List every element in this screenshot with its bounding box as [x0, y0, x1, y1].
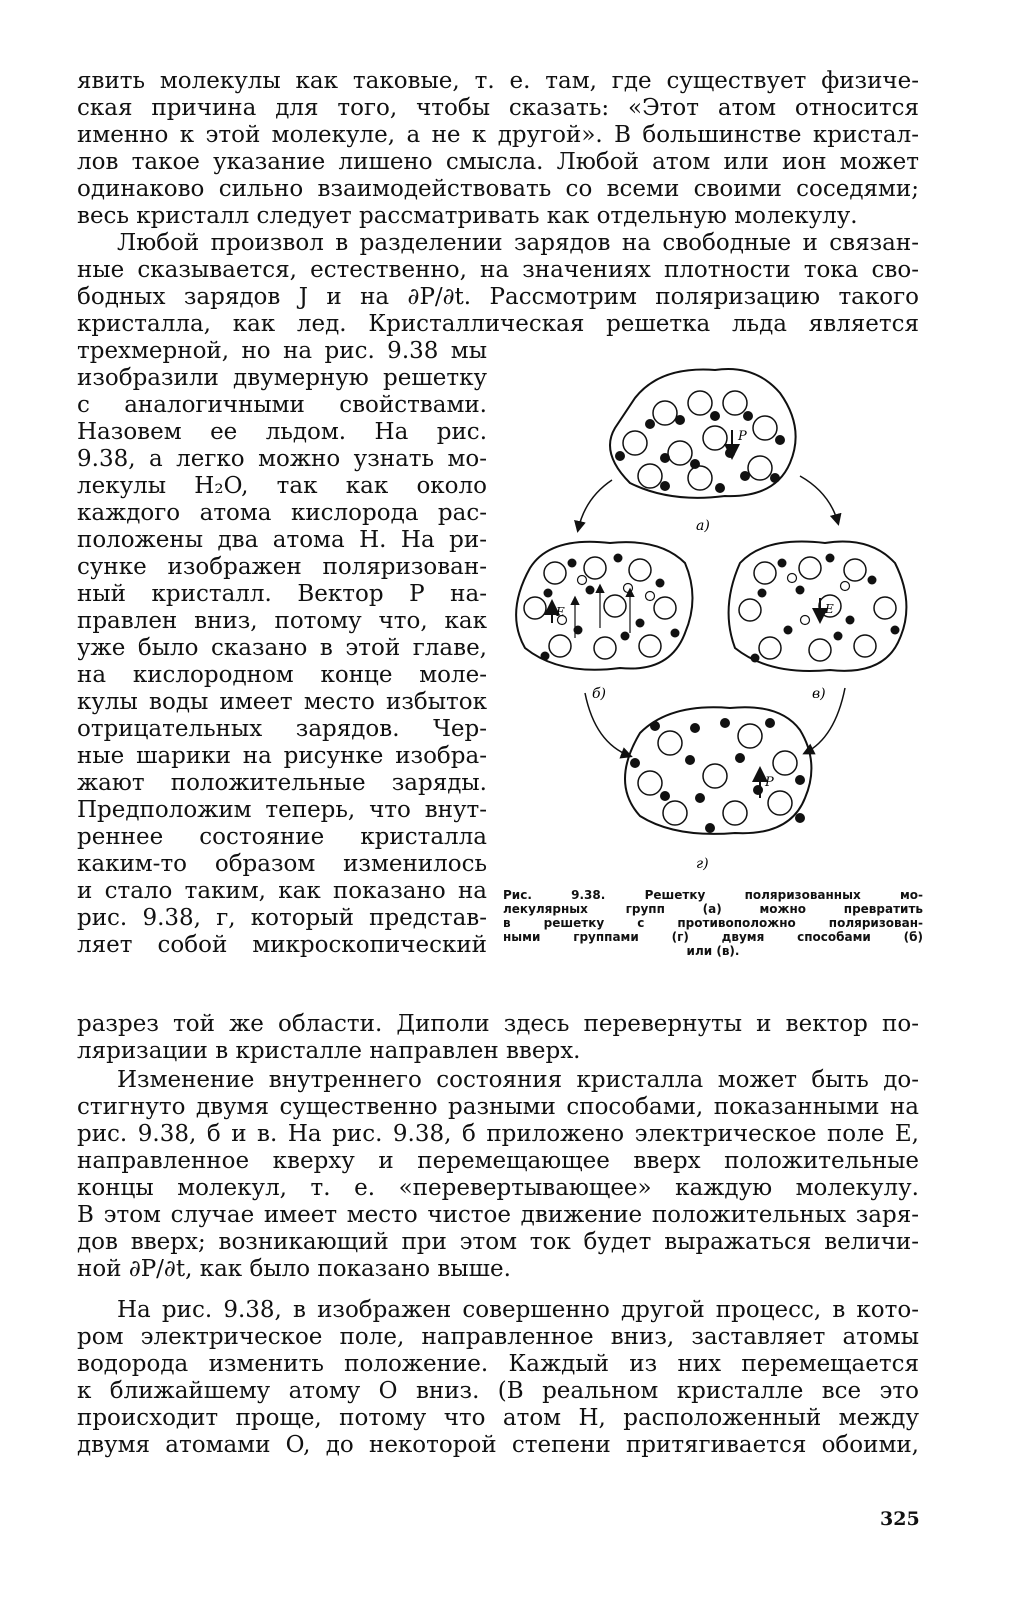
text-line: лов такое указание лишено смысла. Любой атом или ион может — [77, 149, 919, 175]
text-line: дов вверх; возникающий при этом ток будет выражаться величи- — [77, 1229, 919, 1255]
text-line: Изменение внутреннего состояния кристалла может быть до- — [117, 1067, 919, 1093]
caption-line: в решетку с противоположно поляризован- — [503, 916, 923, 930]
text-line: каким-то образом изменилось — [77, 851, 487, 877]
text-line: рис. 9.38, б и в. На рис. 9.38, б приложено электрическое поле E, — [77, 1121, 919, 1147]
text-line: и стало таким, как показано на — [77, 878, 487, 904]
text-line: направленное кверху и перемещающее вверх положительные — [77, 1148, 919, 1174]
panel-a-label: а) — [696, 518, 710, 534]
vector-e-label-c: E — [825, 602, 834, 616]
text-line: бодных зарядов J и на ∂P/∂t. Рассмотрим поляризацию такого — [77, 284, 919, 310]
text-line: происходит проще, потому что атом H, расположенный между — [77, 1405, 919, 1431]
text-line: 9.38, а легко можно узнать мо- — [77, 446, 487, 472]
lattice-diagram — [500, 358, 930, 898]
arrow-b-to-d — [585, 693, 630, 756]
figure-caption — [503, 888, 923, 958]
panel-d — [625, 707, 811, 872]
text-line: одинаково сильно взаимодействовать со всеми своими соседями; — [77, 176, 919, 202]
vector-p-label: P — [738, 429, 747, 444]
text-line: с аналогичными свойствами. — [77, 392, 487, 418]
text-line: ные шарики на рисунке изобра- — [77, 743, 487, 769]
text-line: сунке изображен поляризован- — [77, 554, 487, 580]
text-line: положены два атома H. На ри- — [77, 527, 487, 553]
vector-e-label-b: E — [556, 605, 565, 619]
text-line: к ближайшему атому O вниз. (В реальном кристалле все это — [77, 1378, 919, 1404]
vector-p-label-d: P — [765, 775, 774, 790]
text-line: весь кристалл следует рассматривать как отдельную молекулу. — [77, 203, 858, 229]
caption-line: лекулярных групп (а) можно превратить — [503, 902, 923, 916]
text-line: В этом случае имеет место чистое движение положительных заря- — [77, 1202, 919, 1228]
text-line: разрез той же области. Диполи здесь перевернуты и вектор по- — [77, 1011, 919, 1037]
text-line: жают положительные заряды. — [77, 770, 487, 796]
text-line: трехмерной, но на рис. 9.38 мы — [77, 338, 487, 364]
text-line: ные сказывается, естественно, на значениях плотности тока сво- — [77, 257, 919, 283]
text-line: реннее состояние кристалла — [77, 824, 487, 850]
text-line: ной ∂P/∂t, как было показано выше. — [77, 1256, 511, 1282]
text-line: Назовем ее льдом. На рис. — [77, 419, 487, 445]
arrow-a-to-c — [800, 476, 838, 523]
figure-9-38 — [500, 358, 930, 898]
text-line: двумя атомами O, до некоторой степени притягивается обоими, — [77, 1432, 919, 1458]
text-line: Предположим теперь, что внут- — [77, 797, 487, 823]
text-line: кристалла, как лед. Кристаллическая решетка льда является — [77, 311, 919, 337]
panel-a — [610, 369, 796, 534]
text-line: на кислородном конце моле- — [77, 662, 487, 688]
text-line: рис. 9.38, г, который представ- — [77, 905, 487, 931]
text-line: Любой произвол в разделении зарядов на свободные и связан- — [117, 230, 919, 256]
page-number: 325 — [880, 1508, 920, 1530]
panel-b — [516, 542, 692, 702]
text-line: изобразили двумерную решетку — [77, 365, 487, 391]
arrow-a-to-b — [578, 480, 612, 530]
panel-c — [729, 542, 907, 702]
text-line: водорода изменить положение. Каждый из них перемещается — [77, 1351, 919, 1377]
text-line: ская причина для того, чтобы сказать: «Этот атом относится — [77, 95, 919, 121]
caption-line: или (в). — [686, 944, 740, 958]
text-line: ляет собой микроскопический — [77, 932, 487, 958]
text-line: именно к этой молекуле, а не к другой». В большинстве кристал- — [77, 122, 919, 148]
text-line: лекулы H₂O, так как около — [77, 473, 487, 499]
text-line: каждого атома кислорода рас- — [77, 500, 487, 526]
panel-b-label: б) — [592, 686, 607, 702]
text-line: правлен вниз, потому что, как — [77, 608, 487, 634]
text-line: На рис. 9.38, в изображен совершенно другой процесс, в кото- — [117, 1297, 919, 1323]
caption-line: ными группами (г) двумя способами (б) — [503, 930, 923, 944]
panel-c-label: в) — [812, 686, 826, 702]
text-line: ный кристалл. Вектор P на- — [77, 581, 487, 607]
text-line: отрицательных зарядов. Чер- — [77, 716, 487, 742]
text-line: ром электрическое поле, направленное вниз, заставляет атомы — [77, 1324, 919, 1350]
text-line: явить молекулы как таковые, т. е. там, где существует физиче- — [77, 68, 919, 94]
text-line: ляризации в кристалле направлен вверх. — [77, 1038, 581, 1064]
caption-line: Рис. 9.38. Решетку поляризованных мо- — [503, 888, 923, 902]
text-line: кулы воды имеет место избыток — [77, 689, 487, 715]
text-line: концы молекул, т. е. «перевертывающее» каждую молекулу. — [77, 1175, 919, 1201]
text-line: уже было сказано в этой главе, — [77, 635, 487, 661]
text-line: стигнуто двумя существенно разными способами, показанными на — [77, 1094, 919, 1120]
panel-d-label: г) — [696, 856, 709, 872]
